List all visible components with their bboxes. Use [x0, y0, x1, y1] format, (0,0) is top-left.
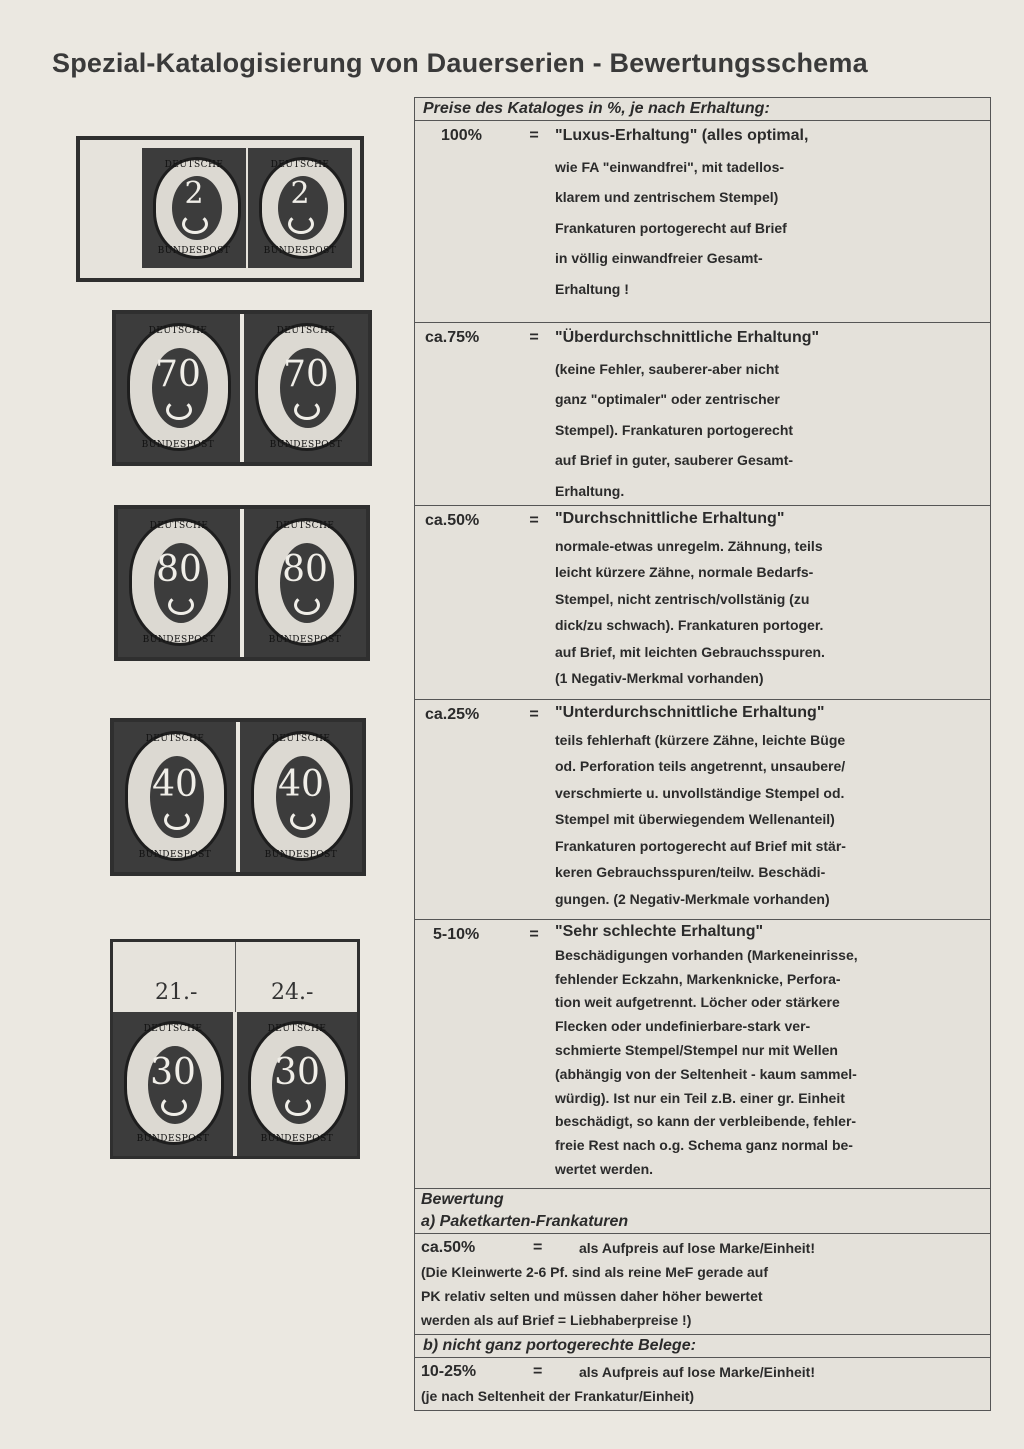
table-header: Preise des Kataloges in %, je nach Erhaltung: [415, 98, 990, 121]
stamp-right-2: DEUTSCHE 2 BUNDESPOST [248, 148, 352, 268]
grade-percent: ca.75% [425, 329, 480, 346]
grade-percent: ca.50% [425, 512, 480, 529]
stamp-right-40: DEUTSCHE 40 BUNDESPOST [240, 722, 362, 872]
nicht-portogerecht-percent: 10-25% [421, 1363, 477, 1380]
stamp-pair-40 [110, 718, 366, 876]
posthorn-icon [294, 400, 320, 420]
stamp-left-2: DEUTSCHE 2 BUNDESPOST [142, 148, 246, 268]
stamp-value: 40 [152, 764, 198, 805]
stamp-pair-30 [113, 1012, 357, 1156]
posthorn-icon [294, 595, 320, 615]
grade-percent: 100% [441, 127, 482, 144]
grade-description: "Durchschnittliche Erhaltung" normale-etwas unregelm. Zähnung, teils leicht kürzere Zähne, normale Bedarfs- Stempel, nicht zentrisch/vollstänig (zu dick/zu schwach). Frankaturen portoger. auf Brief, mit leichten Gebrauchsspuren. (1 Negativ-Merkmal vorhanden) [555, 510, 825, 686]
page-title: Spezial-Katalogisierung von Dauerserien - Bewertungsschema [52, 48, 868, 78]
stamp-right-30: DEUTSCHE 30 BUNDESPOST [237, 1012, 357, 1156]
valuation-table [414, 97, 991, 1411]
stamp-left-40: DEUTSCHE 40 BUNDESPOST [114, 722, 236, 872]
grade-percent: 5-10% [433, 926, 480, 943]
stamp-left-70: DEUTSCHE 70 BUNDESPOST [116, 314, 240, 462]
posthorn-icon [166, 400, 192, 420]
stamp-value: 70 [283, 354, 329, 395]
posthorn-icon [164, 810, 190, 830]
stamp-value: 70 [155, 354, 201, 395]
stamp-right-80: DEUTSCHE 80 BUNDESPOST [244, 509, 366, 657]
equals-sign: = [529, 512, 539, 529]
equals-sign: = [529, 926, 539, 943]
nicht-portogerecht-row: 10-25% = als Aufpreis auf lose Marke/Einheit! (je nach Seltenheit der Frankatur/Einheit) [415, 1358, 990, 1410]
bewertung-heading: Bewertung [421, 1191, 504, 1208]
stamp-right-70: DEUTSCHE 70 BUNDESPOST [244, 314, 368, 462]
equals-sign: = [533, 1239, 543, 1256]
stamp-value: 40 [278, 764, 324, 805]
posthorn-icon [182, 214, 208, 234]
equals-sign: = [533, 1363, 543, 1380]
posthorn-icon [290, 810, 316, 830]
stamp-pair-70 [112, 310, 372, 466]
grade-description: "Luxus-Erhaltung" (alles optimal, wie FA "einwandfrei", mit tadellos- klarem und zentrischem Stempel) Frankaturen portogerecht auf Brief in völlig einwandfreier Gesamt- Erhaltung ! [555, 127, 809, 297]
stamp-pair-80 [114, 505, 370, 661]
stamp-value: 30 [150, 1052, 196, 1093]
stamp-value: 2 [184, 176, 204, 211]
grade-row-75 [415, 323, 990, 506]
stamp-value: 30 [274, 1052, 320, 1093]
margin-number-left: 21.- [155, 980, 198, 1005]
paketkarten-percent: ca.50% [421, 1239, 476, 1256]
grade-row-25 [415, 700, 990, 920]
posthorn-icon [285, 1096, 311, 1116]
stamp-value: 80 [282, 549, 328, 590]
grade-description: "Sehr schlechte Erhaltung" Beschädigungen vorhanden (Markeneinrisse, fehlender Eckzahn, Markenknicke, Perfora- tion weit aufgetrennt. Löcher oder stärkere Flecken oder undefinierbare-stark ver- schmierte Stempel/Stempel nur mit Wellen (abhängig von der Seltenheit - kaum sammel- würdig). Ist nur ein Teil z.B. einer gr. Einheit beschädigt, so kann der verbleibende, fehler- freie Rest nach o.g. Schema ganz normal be- wertet werden. [555, 923, 858, 1177]
grade-row-5-10 [415, 920, 990, 1189]
grade-row-50 [415, 506, 990, 700]
stamp-value: 2 [290, 176, 310, 211]
nicht-portogerecht-heading: b) nicht ganz portogerechte Belege: [415, 1335, 990, 1358]
grade-description: "Unterdurchschnittliche Erhaltung" teils fehlerhaft (kürzere Zähne, leichte Büge od. Perforation teils angetrennt, unsaubere/ verschmierte u. unvollständige Stempel od. Stempel mit überwiegendem Wellenanteil) Frankaturen portogerecht auf Brief mit stär- keren Gebrauchsspuren/teilw. Beschädi- gungen. (2 Negativ-Merkmale vorhanden) [555, 704, 846, 907]
equals-sign: = [529, 127, 539, 144]
grade-percent: ca.25% [425, 706, 480, 723]
stamp-value: 80 [156, 549, 202, 590]
posthorn-icon [168, 595, 194, 615]
stamp-left-30: DEUTSCHE 30 BUNDESPOST [113, 1012, 233, 1156]
equals-sign: = [529, 706, 539, 723]
grade-description: "Überdurchschnittliche Erhaltung" (keine Fehler, sauberer-aber nicht ganz "optimaler" oder zentrischer Stempel). Frankaturen portogerecht auf Brief in guter, sauberer Gesamt- Erhaltung. [555, 329, 820, 499]
equals-sign: = [529, 329, 539, 346]
stamp-left-80: DEUTSCHE 80 BUNDESPOST [118, 509, 240, 657]
grade-row-100 [415, 121, 990, 323]
stamp-pair-2 [142, 148, 352, 268]
margin-number-right: 24.- [271, 980, 314, 1005]
stamp-block-30 [110, 939, 360, 1159]
bewertung-heading-row [415, 1189, 990, 1234]
paketkarten-heading: a) Paketkarten-Frankaturen [421, 1213, 629, 1230]
posthorn-icon [288, 214, 314, 234]
stamp-block-2 [76, 136, 364, 282]
paketkarten-row: ca.50% = als Aufpreis auf lose Marke/Einheit! (Die Kleinwerte 2-6 Pf. sind als reine MeF gerade auf PK relativ selten und müssen daher höher bewertet werden als auf Brief = Liebhaberpreise !) [415, 1234, 990, 1335]
posthorn-icon [161, 1096, 187, 1116]
